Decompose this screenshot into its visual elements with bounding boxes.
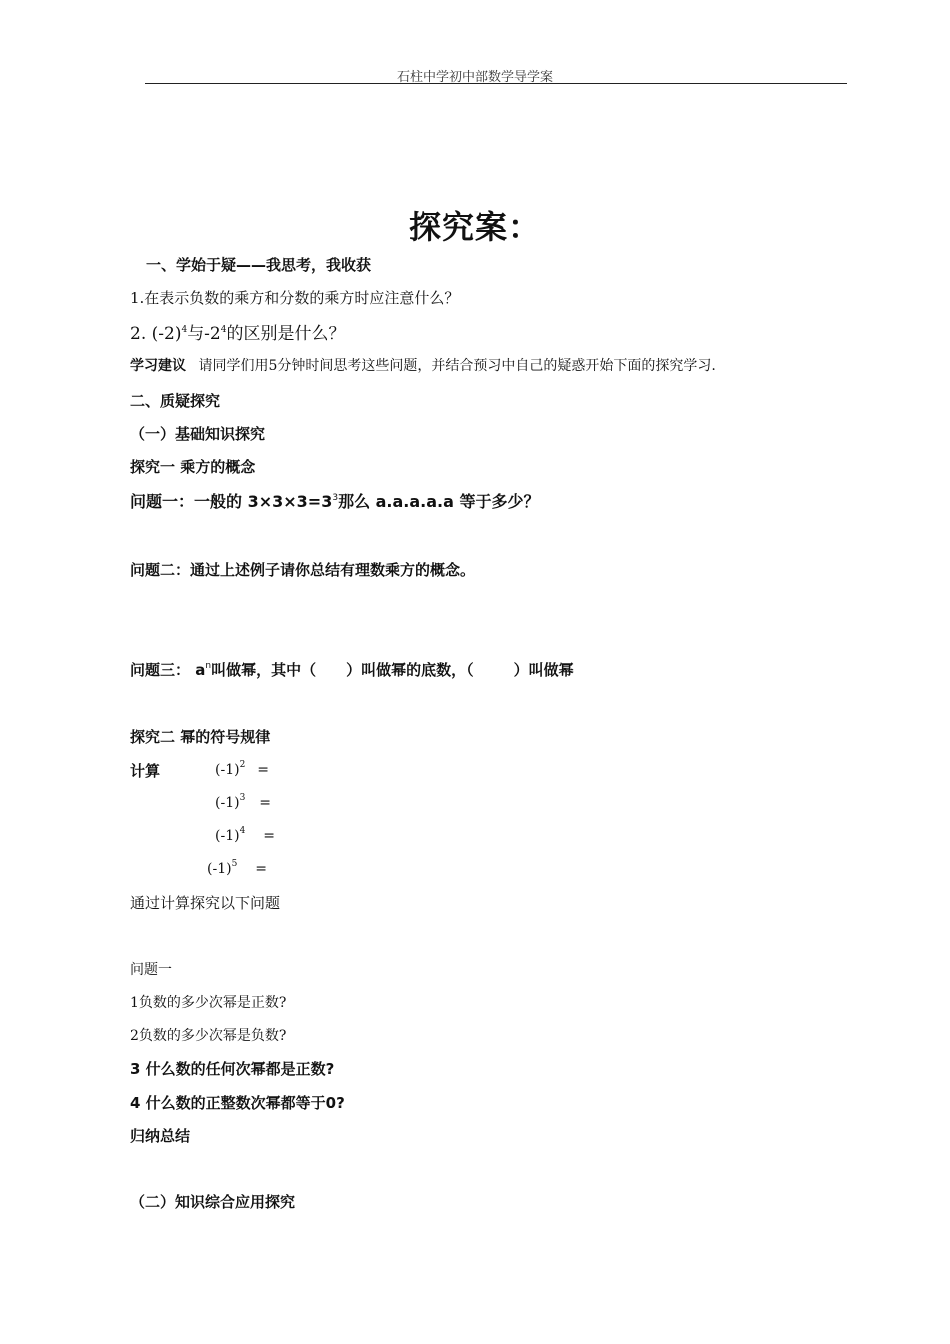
through-calc-text: 通过计算探究以下问题 [130, 894, 281, 912]
p1-prefix: 问题一：一般的 3×3×3=3 [130, 492, 333, 511]
calc-base: (-1) [215, 762, 240, 778]
summary-heading: 归纳总结 [130, 1127, 191, 1145]
subsection-1-heading: （一）基础知识探究 [130, 425, 266, 443]
q2-exponent-2: 4 [220, 325, 227, 335]
q2-mid: 与-2 [187, 324, 221, 344]
calc-equals: = [259, 795, 272, 811]
explore-2-heading: 探究二 幂的符号规律 [130, 728, 271, 746]
problem-2: 问题二：通过上述例子请你总结有理数乘方的概念。 [130, 561, 476, 579]
calc-base: (-1) [207, 861, 232, 877]
calc-exponent: 5 [231, 859, 238, 869]
p1-exponent: 3 [332, 493, 339, 503]
p3-exponent: n [205, 661, 212, 671]
p3-part-a: 叫做幂，其中（ [211, 661, 317, 679]
calc-exponent: 4 [239, 826, 246, 836]
section2-heading: 二、质疑探究 [130, 392, 221, 410]
p3-prefix: 问题三： a [130, 661, 206, 679]
question-2 [130, 319, 345, 344]
header-rule [145, 83, 847, 84]
problem-1 [130, 489, 540, 512]
advice-label: 学习建议 [130, 358, 186, 374]
calc-equals: = [255, 861, 268, 877]
problem-group-1: 问题一 [130, 962, 172, 978]
explore-1-heading: 探究一 乘方的概念 [130, 458, 256, 476]
question-1: 1.在表示负数的乘方和分数的乘方时应注意什么？ [130, 289, 460, 307]
calc-item-1 [215, 760, 269, 778]
advice-text: 请同学们用5分钟时间思考这些问题，并结合预习中自己的疑惑开始下面的探究学习. [198, 358, 716, 374]
group-question-3: 3 什么数的任何次幂都是正数? [130, 1060, 335, 1078]
calc-base: (-1) [215, 828, 240, 844]
group-question-1: 1负数的多少次幂是正数? [130, 995, 287, 1011]
calc-exponent: 2 [239, 760, 246, 770]
p3-part-c: ）叫做幂 [513, 661, 574, 679]
document-title: 探究案： [408, 208, 541, 246]
p3-part-b: ）叫做幂的底数，（ [346, 661, 474, 679]
q2-prefix: 2. (-2) [130, 324, 182, 344]
q2-suffix: 的区别是什么？ [226, 324, 346, 344]
calc-item-3 [215, 826, 275, 844]
section1-heading: 一、学始于疑——我思考，我收获 [146, 256, 372, 274]
calc-label: 计算 [130, 762, 161, 780]
calc-exponent: 3 [239, 793, 246, 803]
calc-equals: = [257, 762, 270, 778]
study-advice [130, 355, 716, 375]
group-question-4: 4 什么数的正整数次幂都等于0? [130, 1094, 345, 1112]
calc-base: (-1) [215, 795, 240, 811]
calc-item-2 [215, 793, 271, 811]
group-question-2: 2负数的多少次幂是负数? [130, 1028, 287, 1044]
calc-item-4 [207, 859, 267, 877]
problem-3 [130, 659, 574, 680]
page-header: 石柱中学初中部数学导学案 [396, 70, 553, 85]
calc-equals: = [263, 828, 276, 844]
p1-suffix: 那么 a.a.a.a.a 等于多少？ [338, 492, 540, 511]
subsection-2-heading: （二）知识综合应用探究 [130, 1193, 296, 1211]
q2-exponent-1: 4 [181, 325, 188, 335]
